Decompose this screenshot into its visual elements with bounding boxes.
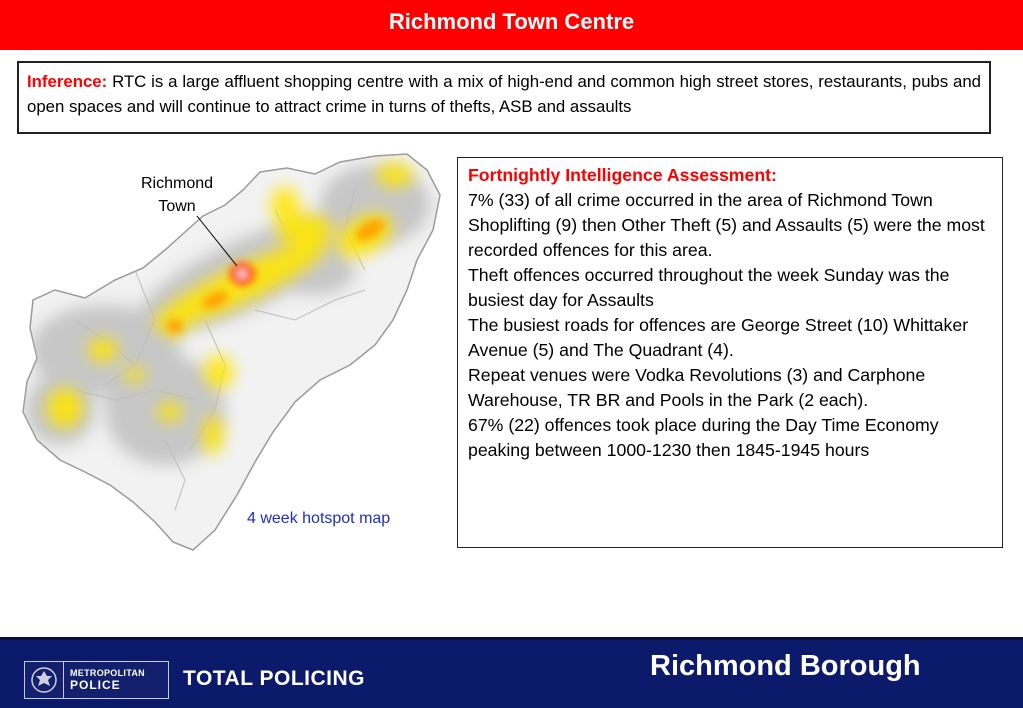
- inference-box: [17, 61, 991, 134]
- met-police-logo: [24, 661, 169, 699]
- borough-name: Richmond Borough: [650, 650, 921, 682]
- assessment-line: 7% (33) of all crime occurred in the area of Richmond Town: [468, 190, 933, 210]
- logo-line2: POLICE: [70, 678, 121, 692]
- logo-line1: METROPOLITAN: [70, 668, 145, 678]
- map-caption: 4 week hotspot map: [247, 510, 391, 527]
- assessment-title: Fortnightly Intelligence Assessment:: [468, 165, 777, 185]
- inference-text: RTC is a large affluent shopping centre with a mix of high-end and common high street stores, restaurants, pubs and open spaces and will continue to attract crime in turns of thefts, ASB and assaults: [27, 72, 981, 116]
- assessment-line: Theft offences occurred throughout the week Sunday was the busiest day for Assaults: [468, 265, 950, 310]
- slogan: TOTAL POLICING: [183, 667, 366, 690]
- hotspot-map: [15, 150, 445, 560]
- page-title: Richmond Town Centre: [0, 0, 1023, 50]
- inference-label: Inference:: [27, 72, 108, 91]
- assessment-box: [457, 157, 1003, 548]
- assessment-line: Repeat venues were Vodka Revolutions (3) and Carphone Warehouse, TR BR and Pools in the Park (2 each).: [468, 365, 926, 410]
- crest-icon: [25, 662, 63, 698]
- assessment-line: Shoplifting (9) then Other Theft (5) and Assaults (5) were the most recorded offences for this area.: [468, 215, 985, 260]
- assessment-line: The busiest roads for offences are George Street (10) Whittaker Avenue (5) and The Quadrant (4).: [468, 315, 969, 360]
- map-label: Richmond Town: [140, 175, 214, 215]
- footer-bar: [0, 637, 1023, 708]
- assessment-line: 67% (22) offences took place during the Day Time Economy peaking between 1000-1230 then 1845-1945 hours: [468, 415, 939, 460]
